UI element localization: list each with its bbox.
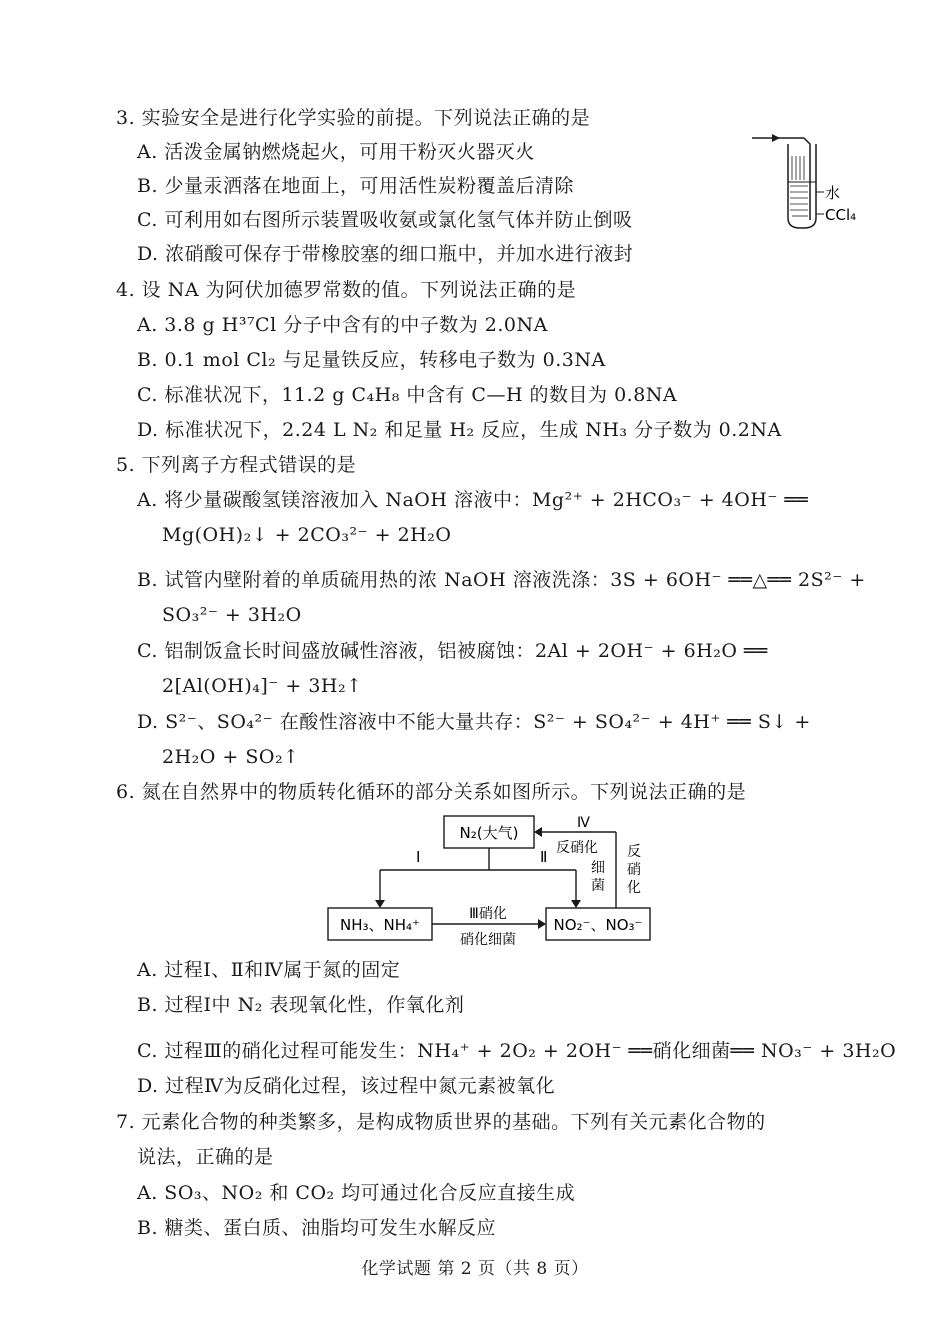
- q7-option-b: B. 糖类、蛋白质、油脂均可发生水解反应: [137, 1217, 497, 1239]
- absorption-apparatus-figure: [752, 130, 872, 235]
- process-3-arrow-icon: [538, 919, 546, 929]
- nitrite-nitrate-label: NO₂⁻、NO₃⁻: [553, 916, 643, 934]
- q3-option-d: D. 浓硝酸可保存于带橡胶塞的细口瓶中，并加水进行液封: [137, 243, 634, 265]
- q5-option-d-continued: 2H₂O + SO₂↑: [162, 746, 300, 768]
- nitrogen-cycle-diagram: [320, 810, 660, 950]
- q7-option-a: A. SO₃、NO₂ 和 CO₂ 均可通过化合反应直接生成: [137, 1182, 576, 1204]
- q4-option-c: C. 标准状况下，11.2 g C₄H₈ 中含有 C—H 的数目为 0.8NA: [137, 384, 678, 406]
- side-label-char-3: 化: [627, 880, 641, 896]
- process-4-label: Ⅳ: [577, 815, 590, 831]
- q6-option-a: A. 过程Ⅰ、Ⅱ和Ⅳ属于氮的固定: [137, 959, 401, 981]
- n2-atmosphere-label: N₂(大气): [459, 824, 519, 842]
- q3-option-a: A. 活泼金属钠燃烧起火，可用干粉灭火器灭火: [137, 141, 535, 163]
- process-3-bacteria-label: 硝化细菌: [460, 932, 516, 948]
- q6-option-b: B. 过程Ⅰ中 N₂ 表现氧化性，作氧化剂: [137, 994, 465, 1016]
- process-2-label: Ⅱ: [540, 848, 548, 866]
- q4-option-d: D. 标准状况下，2.24 L N₂ 和足量 H₂ 反应，生成 NH₃ 分子数为 0.2NA: [137, 419, 782, 441]
- q5-option-a-continued: Mg(OH)₂↓ + 2CO₃²⁻ + 2H₂O: [162, 524, 452, 546]
- process-1-arrow-icon: [375, 900, 385, 908]
- process-3-label: Ⅲ硝化: [469, 906, 507, 922]
- page-footer: 化学试题 第 2 页（共 8 页）: [361, 1259, 589, 1279]
- question-4-stem: 4. 设 NA 为阿伏加德罗常数的值。下列说法正确的是: [116, 279, 577, 301]
- process-1-label: Ⅰ: [416, 848, 421, 866]
- q5-option-c-continued: 2[Al(OH)₄]⁻ + 3H₂↑: [162, 675, 363, 697]
- side-label-char-1: 反: [627, 844, 641, 860]
- process-4-arrow-icon: [534, 827, 542, 837]
- q6-option-d: D. 过程Ⅳ为反硝化过程，该过程中氮元素被氧化: [137, 1075, 556, 1097]
- gas-flow-arrow-icon: [772, 134, 780, 142]
- water-label: 水: [825, 184, 841, 202]
- q4-option-a: A. 3.8 g H³⁷Cl 分子中含有的中子数为 2.0NA: [137, 314, 548, 336]
- q5-option-b: B. 试管内壁附着的单质硫用热的浓 NaOH 溶液洗涤：3S + 6OH⁻ ══△══ 2S²⁻ +: [137, 569, 866, 591]
- denitrification-label: 反硝化: [556, 840, 598, 856]
- bacteria-char-1: 细: [591, 860, 605, 876]
- inlet-tube: [804, 138, 810, 220]
- q3-option-c: C. 可利用如右图所示装置吸收氨或氯化氢气体并防止倒吸: [137, 209, 633, 231]
- question-7-stem: 7. 元素化合物的种类繁多，是构成物质世界的基础。下列有关元素化合物的: [116, 1111, 766, 1133]
- process-2-arrow-icon: [571, 900, 581, 908]
- water-layer-hatching: [792, 156, 804, 180]
- q5-option-c: C. 铝制饭盒长时间盛放碱性溶液，铝被腐蚀：2Al + 2OH⁻ + 6H₂O ══: [137, 640, 768, 662]
- question-3-stem: 3. 实验安全是进行化学实验的前提。下列说法正确的是: [116, 107, 591, 129]
- side-label-char-2: 硝: [627, 862, 641, 878]
- bacteria-char-2: 菌: [591, 878, 605, 894]
- question-5-stem: 5. 下列离子方程式错误的是: [116, 454, 357, 476]
- ccl4-label: CCl₄: [825, 206, 857, 224]
- q6-option-c: C. 过程Ⅲ的硝化过程可能发生：NH₄⁺ + 2O₂ + 2OH⁻ ══硝化细菌══ NO₃⁻ + 3H₂O: [137, 1040, 897, 1062]
- q5-option-a: A. 将少量碳酸氢镁溶液加入 NaOH 溶液中：Mg²⁺ + 2HCO₃⁻ + 4OH⁻ ══: [137, 489, 809, 511]
- q5-option-b-continued: SO₃²⁻ + 3H₂O: [162, 604, 302, 626]
- q5-option-d: D. S²⁻、SO₄²⁻ 在酸性溶液中不能大量共存：S²⁻ + SO₄²⁻ + 4H⁺ ══ S↓ +: [137, 711, 811, 733]
- question-6-stem: 6. 氮在自然界中的物质转化循环的部分关系如图所示。下列说法正确的是: [116, 781, 747, 803]
- question-7-stem-continued: 说法，正确的是: [137, 1146, 274, 1168]
- q3-option-b: B. 少量汞洒落在地面上，可用活性炭粉覆盖后清除: [137, 175, 575, 197]
- q4-option-b: B. 0.1 mol Cl₂ 与足量铁反应，转移电子数为 0.3NA: [137, 349, 606, 371]
- ccl4-layer-hatching: [790, 186, 808, 216]
- ammonia-label: NH₃、NH₄⁺: [340, 916, 420, 934]
